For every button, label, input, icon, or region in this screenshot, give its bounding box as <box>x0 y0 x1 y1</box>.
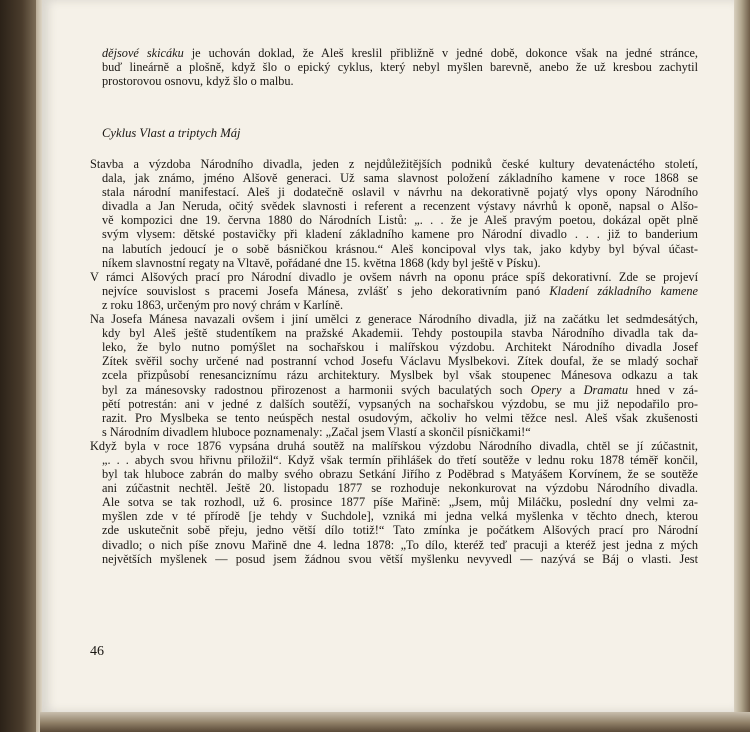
body-line: Ale sotva se tak rozhodl, už 6. prosince 1877 píše Mařině: „Jsem, můj Miláčku, poslední dny velmi za- <box>102 495 698 510</box>
text-span: byl za mánesovsky radostnou přirozenost a harmonii svých baculatých soch <box>102 382 531 397</box>
body-line: stala národní manifestací. Aleš ji dodatečně oslavil v návrhu na dekorativně pojatý vlys opony Národního <box>102 185 698 200</box>
body-line: Stavba a výzdoba Národního divadla, jeden z nejdůležitějších podniků české kultury devatenáctého století, <box>90 157 698 171</box>
body-line: níkem slavnostní regaty na Vltavě, pořádané dne 15. května 1868 (kdy byl ještě v Písku). <box>102 255 541 270</box>
body-line: byl tak hluboce zabrán do malby svého obrazu Setkání Jiřího z Poděbrad s Matyášem Korvínem, že se soutěže <box>102 467 698 482</box>
body-line: s Národním divadlem hluboce poznamenaly: „Začal jsem Vlastí a skončil písničkami!“ <box>102 424 531 439</box>
body-line: na labutích jedoucí je o sobě básničkou krásnou.“ Aleš koncipoval vlys tak, jako kdyby byl býval účast- <box>102 241 698 256</box>
paragraph-2 <box>90 270 698 312</box>
body-line <box>90 383 698 397</box>
opening-paragraph <box>90 46 698 88</box>
body-line: Zítek svěřil sochy určené nad postranní vchod Josefu Václavu Myslbekovi. Zítek doufal, že se mladý sochař <box>102 354 698 369</box>
text-span: hned v zá- <box>627 382 698 397</box>
italic-title: Dramatu <box>583 382 628 397</box>
italic-title: Kladení základního kamene <box>549 283 698 298</box>
dark-background-left <box>0 0 40 732</box>
book-page <box>42 0 734 712</box>
body-line: kdy byl Aleš ještě studentíkem na pražské Akademii. Tehdy postoupila stavba Národního divadla tak da- <box>102 326 698 341</box>
body-line: zcela přizpůsobí renesanciznímu rázu architektury. Myslbek byl však stoupenec Mánesova odkazu a tak <box>102 368 698 383</box>
body-line: myšlen zde v té přírodě [je tehdy v Suchdole], vzniká mi jedna velká myšlenka v těchto dnech, kterou <box>102 509 698 524</box>
body-line: největších myšlenek — posud jsem žádnou svou větší myšlenku nevyvedl — nazývá se Báj o vlasti. Jest <box>102 551 698 566</box>
page-edge-bottom <box>40 712 750 732</box>
body-line: z roku 1863, určeným pro nový chrám v Karlíně. <box>102 297 344 312</box>
body-line: razit. Pro Myslbeka se tento neúspěch nestal osudovým, ačkoliv ho velmi těžce nesl. Aleš však zkušenosti <box>102 410 698 425</box>
main-text-block <box>90 157 698 566</box>
body-line: Když byla v roce 1876 vypsána druhá soutěž na malířskou výzdobu Národního divadla, chtěl se jí zúčastnit, <box>90 438 698 453</box>
italic-term: dějsové skicáku <box>102 46 184 60</box>
body-line: zde uskutečnit sobě přeju, jedno větší dílo totiž!“ Tato zmínka je počátkem Alšových prací pro Národní <box>102 523 698 538</box>
body-line: leko, že bylo nutno pomýšlet na sochařskou i malířskou výzdobu. Architekt Národního divadla Josef <box>102 340 698 355</box>
text-span: a <box>561 382 584 397</box>
italic-title: Opery <box>530 382 562 397</box>
body-line: divadlo; o nich píše znovu Mařině dne 4. ledna 1878: „To dílo, kteréž teď pracuji a kteréž jest jedna z mých <box>102 537 698 552</box>
opening-line-2: buď lineárně a plošně, když šlo o epický cyklus, který nebyl myšlen barevně, anebo že už kresbou zachytil <box>102 60 698 75</box>
body-line: vě kompozici dne 19. června 1880 do Národních Listů: „. . . že je Aleš pravým poetou, dokázal opět plně <box>102 213 698 228</box>
paragraph-3 <box>90 312 698 439</box>
paragraph-4 <box>90 439 698 566</box>
paragraph-1 <box>90 157 698 270</box>
opening-line-1 <box>90 46 698 60</box>
body-line: „. . . abych svou hřivnu přiložil“. Když však termín přihlášek do třetí soutěže v lednu roku 1878 téměř končil, <box>102 452 698 467</box>
text-span: je uchován doklad, že Aleš kreslil přibližně v jedné době, dokonce však na jedné stránce, <box>183 46 698 60</box>
body-line: ani zúčastnit nechtěl. Ještě 20. listopadu 1877 se rozhoduje nekonkurovat na výzdobu Národního divadla. <box>102 481 698 496</box>
body-line: dala, jak známo, jméno Alšově generaci. Už sama slavnost položení základního kamene v roce 1868 se <box>102 171 698 186</box>
page-number: 46 <box>90 644 104 659</box>
body-line: Na Josefa Mánesa navazali ovšem i jiní umělci z generace Národního divadla, již na začátku let sedmdesátých, <box>90 312 698 327</box>
body-line: V rámci Alšových prací pro Národní divadlo je ovšem návrh na oponu práce spíš dekorativní. Zde se projeví <box>90 269 698 284</box>
page-edge-right <box>734 0 750 712</box>
body-line <box>90 284 698 298</box>
body-line: divadla a Jan Neruda, očitý svědek slavnosti i referent a recenzent výstavy návrhů k oponě, napsal o Alšo- <box>102 199 698 214</box>
opening-line-3: prostorovou osnovu, když šlo o malbu. <box>102 74 294 89</box>
section-heading: Cyklus Vlast a triptych Máj <box>102 126 241 140</box>
body-line: svým vlysem: dětské postavičky při kladení základního kamene pro Národní divadlo . . . již to banderium <box>102 227 698 242</box>
text-span: nejvíce souvislost s pracemi Josefa Mánesa, zvlášť s jeho dekorativním panó <box>102 283 550 298</box>
body-line: pětí potrestán: ani v jedné z dalších soutěží, vypsaných na sochařskou výzdobu, se mu již nepodařilo pro- <box>102 396 698 411</box>
